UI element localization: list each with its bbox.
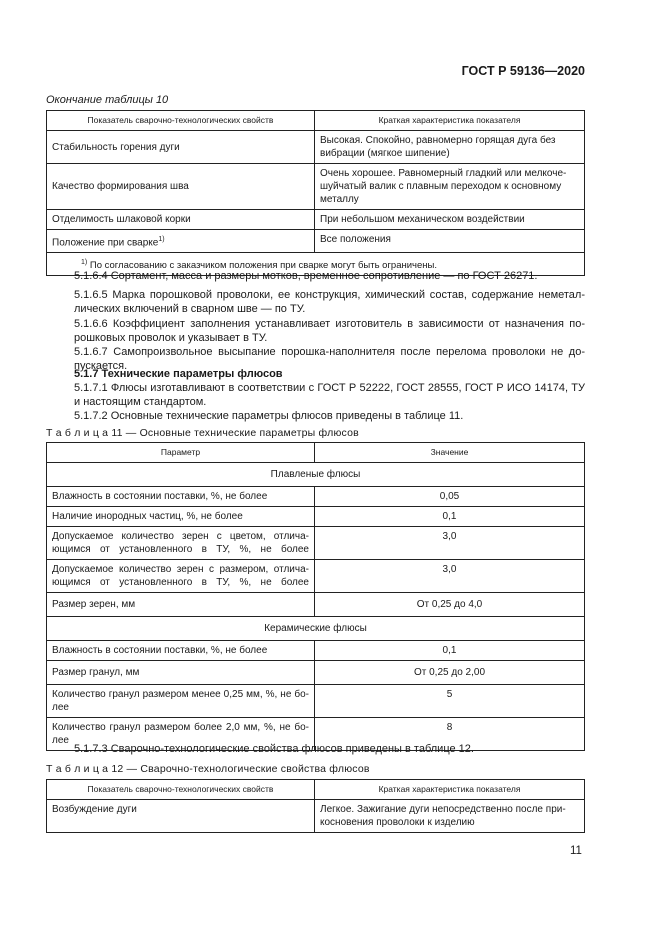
table-row (47, 661, 585, 685)
table11-g1-r3-c1: Допускаемое количество зерен с цветом, отлича-ющимся от установленного в ТУ, %, не более (47, 527, 315, 560)
table11-group-ceramic: Керамические флюсы (47, 617, 585, 641)
paragraph-5-1-6-5: 5.1.6.5 Марка порошковой проволоки, ее конструкция, химический состав, содержание неметал-лических включений в сварном шве — по ТУ. (74, 289, 585, 315)
table12-r1-c2: Легкое. Зажигание дуги непосредственно после при-косновения проволоки к изделию (315, 800, 585, 833)
table10-r2-c2: Очень хорошее. Равномерный гладкий или мелкоче-шуйчатый валик с плавным переходом к основному металлу (315, 164, 585, 210)
paragraph-5-1-7-1: 5.1.7.1 Флюсы изготавливают в соответствии с ГОСТ Р 52222, ГОСТ 28555, ГОСТ Р ИСО 14174, ТУ и настоящим стандартом. (74, 382, 585, 408)
table-row (47, 131, 585, 164)
table11-g2-r1-c2: 0,1 (315, 641, 585, 661)
table11-g1-r5-c2: От 0,25 до 4,0 (315, 593, 585, 617)
table-row (47, 210, 585, 230)
table11-g1-r4-c2: 3,0 (315, 560, 585, 593)
table-11 (46, 442, 585, 751)
section-heading-5-1-7: 5.1.7 Технические параметры флюсов (74, 368, 283, 380)
table11-g1-r1-c2: 0,05 (315, 487, 585, 507)
paragraph-5-1-6-4: 5.1.6.4 Сортамент, масса и размеры мотков, временное сопротивление — по ГОСТ 26271. (74, 270, 538, 282)
document-header: ГОСТ Р 59136—2020 (461, 64, 585, 78)
table11-col2-header: Значение (315, 443, 585, 463)
table11-group-fused: Плавленые флюсы (47, 463, 585, 487)
table10-caption: Окончание таблицы 10 (46, 94, 169, 106)
paragraph-5-1-7-3: 5.1.7.3 Сварочно-технологические свойства флюсов приведены в таблице 12. (74, 743, 474, 755)
table11-g2-r2-c2: От 0,25 до 2,00 (315, 661, 585, 685)
page-number: 11 (570, 845, 582, 857)
table10-r3-c2: При небольшом механическом воздействии (315, 210, 585, 230)
paragraph-5-1-7-2: 5.1.7.2 Основные технические параметры флюсов приведены в таблице 11. (74, 410, 464, 422)
table11-g2-r3-c2: 5 (315, 685, 585, 718)
table11-g1-r1-c1: Влажность в состоянии поставки, %, не более (47, 487, 315, 507)
table-header-row (47, 780, 585, 800)
table12-col1-header: Показатель сварочно-технологических свойств (47, 780, 315, 800)
table10-r3-c1: Отделимость шлаковой корки (47, 210, 315, 230)
table-row (47, 641, 585, 661)
table-header-row (47, 443, 585, 463)
table12-caption: Т а б л и ц а 12 — Сварочно-технологические свойства флюсов (46, 763, 370, 775)
table10-r4-c2: Все положения (315, 230, 585, 253)
table10-col1-header: Показатель сварочно-технологических свойств (47, 111, 315, 131)
table-10 (46, 110, 585, 276)
table10-r1-c2: Высокая. Спокойно, равномерно горящая дуга без вибрации (мягкое шипение) (315, 131, 585, 164)
table10-r1-c1: Стабильность горения дуги (47, 131, 315, 164)
table-group-row (47, 463, 585, 487)
table-row (47, 230, 585, 253)
table-header-row (47, 111, 585, 131)
table11-g1-r2-c1: Наличие инородных частиц, %, не более (47, 507, 315, 527)
table-12 (46, 779, 585, 833)
table11-g1-r2-c2: 0,1 (315, 507, 585, 527)
table10-footnote: $^{1)}$ По согласованию с заказчиком положения при сварке могут быть ограничены. (47, 253, 585, 276)
paragraph-5-1-6-6: 5.1.6.6 Коэффициент заполнения устанавливает изготовитель в зависимости от назначения по-рошковых проволок и указывает в ТУ. (74, 318, 585, 344)
table12-col2-header: Краткая характеристика показателя (315, 780, 585, 800)
table11-caption: Т а б л и ц а 11 — Основные технические параметры флюсов (46, 427, 359, 439)
table-group-row (47, 617, 585, 641)
table11-g1-r4-c1: Допускаемое количество зерен с размером, отлича-ющимся от установленного в ТУ, %, не более (47, 560, 315, 593)
table-row (47, 164, 585, 210)
table11-g2-r4-c2: 8 (315, 718, 585, 751)
table10-r2-c1: Качество формирования шва (47, 164, 315, 210)
table-row (47, 507, 585, 527)
table-row (47, 685, 585, 718)
table-row (47, 487, 585, 507)
table10-col2-header: Краткая характеристика показателя (315, 111, 585, 131)
table-row (47, 560, 585, 593)
table-row (47, 800, 585, 833)
table10-r4-c1: Положение при сварке$^{1)}$ (47, 230, 315, 253)
table12-r1-c1: Возбуждение дуги (47, 800, 315, 833)
table11-g1-r5-c1: Размер зерен, мм (47, 593, 315, 617)
table11-g2-r4-c1: Количество гранул размером более 2,0 мм, %, не бо-лее (47, 718, 315, 751)
table11-g2-r1-c1: Влажность в состоянии поставки, %, не более (47, 641, 315, 661)
paragraph-5-1-6-7: 5.1.6.7 Самопроизвольное высыпание порошка-наполнителя после перелома проволоки не до-пускается. (74, 346, 585, 372)
table11-g1-r3-c2: 3,0 (315, 527, 585, 560)
table11-g2-r2-c1: Размер гранул, мм (47, 661, 315, 685)
table11-g2-r3-c1: Количество гранул размером менее 0,25 мм, %, не бо-лее (47, 685, 315, 718)
table-row (47, 593, 585, 617)
table11-col1-header: Параметр (47, 443, 315, 463)
table-row (47, 527, 585, 560)
